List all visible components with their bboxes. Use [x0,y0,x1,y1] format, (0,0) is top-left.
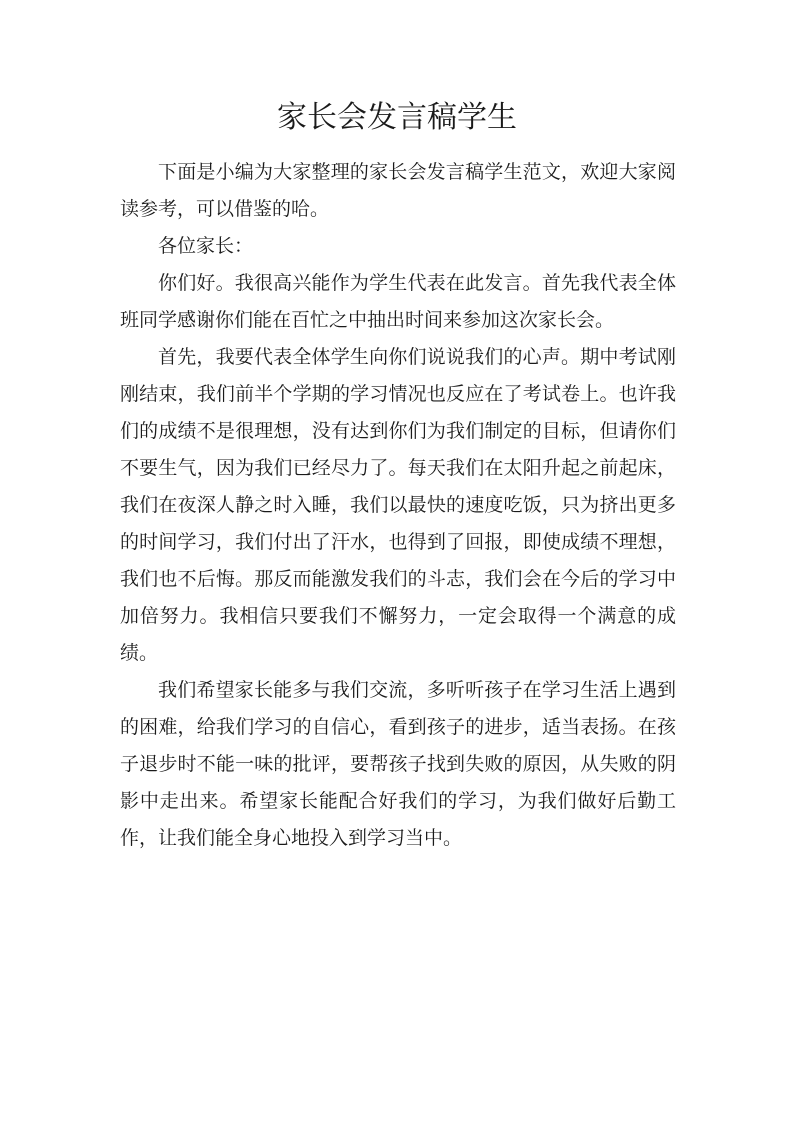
paragraph-greeting: 你们好。我很高兴能作为学生代表在此发言。首先我代表全体班同学感谢你们能在百忙之中抽出时间来参加这次家长会。 [120,272,676,331]
paragraph-main: 首先，我要代表全体学生向你们说说我们的心声。期中考试刚刚结束，我们前半个学期的学习情况也反应在了考试卷上。也许我们的成绩不是很理想，没有达到你们为我们制定的目标，但请你们不要生气，因为我们已经尽力了。每天我们在太阳升起之前起床，我们在夜深人静之时入睡，我们以最快的速度吃饭，只为挤出更多的时间学习，我们付出了汗水，也得到了回报，即使成绩不理想，我们也不后悔。那反而能激发我们的斗志，我们会在今后的学习中加倍努力。我相信只要我们不懈努力，一定会取得一个满意的成绩。 [120,346,676,664]
document-body [120,154,676,857]
paragraph-intro: 下面是小编为大家整理的家长会发言稿学生范文，欢迎大家阅读参考，可以借鉴的哈。 [120,161,676,220]
paragraph-salutation: 各位家长： [158,235,254,257]
paragraph-hope: 我们希望家长能多与我们交流，多听听孩子在学习生活上遇到的困难，给我们学习的自信心，看到孩子的进步，适当表扬。在孩子退步时不能一味的批评，要帮孩子找到失败的原因，从失败的阴影中走出来。希望家长能配合好我们的学习，为我们做好后勤工作，让我们能全身心地投入到学习当中。 [120,679,676,849]
document-title: 家长会发言稿学生 [277,100,517,135]
